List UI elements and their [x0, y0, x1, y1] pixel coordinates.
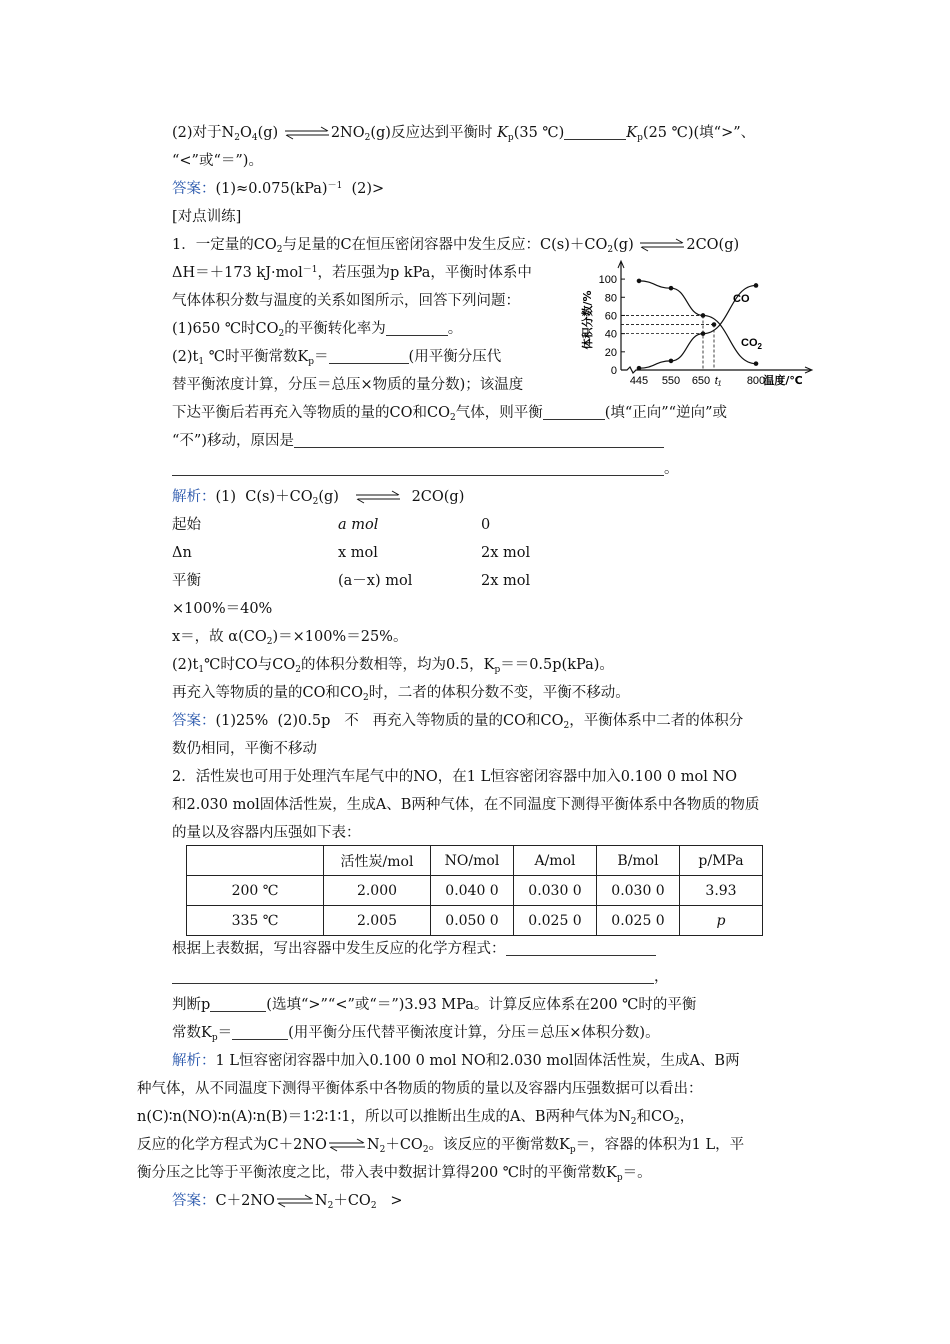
sol2-line1: 解析：1 L恒容密闭容器中加入0.100 0 mol NO和2.030 mol固体活性炭，生成A、B两 — [172, 1053, 740, 1069]
series-label-co: CO — [733, 293, 750, 305]
p1-line1: 1．一定量的$CO_2$与足量的C在恒压密闭容器中发生反应：$C(s)+CO_2(g)$ 2CO(g) — [172, 237, 740, 255]
equilibrium-arrow-icon — [283, 126, 331, 140]
sol1-row-change-co: 2x mol — [481, 545, 531, 561]
p1-line2: ΔH＝＋173 kJ·mol$^{-1}$，若压强为p kPa，平衡时体系中 — [172, 265, 532, 281]
sol2-line5: 衡分压之比等于平衡浓度之比，带入表中数据计算得200 ℃时的平衡常数$K_p=$。 — [137, 1165, 652, 1183]
p1-line5: $(2)t_1$ ℃时平衡常数$K_p=$ (用平衡分压代 — [172, 349, 502, 367]
sol1-row-change-co2: x mol — [338, 545, 378, 561]
sol2-line2: 种气体，从不同温度下测得平衡体系中各物质的物质的量以及容器内压强数据可以看出： — [137, 1081, 703, 1097]
section-title: [对点训练] — [172, 209, 242, 225]
table-header-cell: 活性炭/mol — [324, 846, 431, 876]
equilibrium-arrow-icon — [275, 1194, 315, 1208]
p2-line1: 2．活性炭也可用于处理汽车尾气中的NO，在1 L恒容密闭容器中加入0.100 0 mol NO — [172, 769, 738, 785]
sol1-row-eq: 平衡 — [172, 573, 201, 589]
table-header-row — [187, 846, 763, 876]
subscript: 2 — [757, 342, 762, 351]
answer-1: 答案：(1)≈0.075(kPa)$^{-1}$ (2)> — [172, 181, 385, 197]
sol1-line6: x＝，故 $\alpha(CO_2)=\times 100\%=25\%$。 — [172, 629, 408, 647]
answer-blank[interactable] — [329, 349, 409, 364]
prev-q2-line2: “<”或“＝”)。 — [172, 153, 263, 169]
data-point — [637, 279, 642, 284]
sol1-row-start: 起始 — [172, 517, 201, 533]
table-header-cell: NO/mol — [431, 846, 514, 876]
table-header-cell: A/mol — [514, 846, 597, 876]
equilibrium-arrow-icon — [638, 238, 686, 252]
sol1-row-eq-co2: (a－x) mol — [338, 573, 413, 589]
table-header-cell — [187, 846, 324, 876]
sol1-row-change: Δn — [172, 545, 192, 561]
equilibrium-arrow-icon — [327, 1138, 367, 1152]
answer-blank[interactable] — [294, 433, 664, 448]
data-point — [637, 366, 642, 371]
x-tick-label: 650 — [691, 375, 711, 387]
answer-blank[interactable] — [564, 125, 626, 140]
equilibrium-arrow-icon — [354, 490, 402, 504]
table-row: 200 ℃ 2.000 0.040 0 0.030 0 0.030 0 3.93 — [187, 876, 763, 906]
p1-line6: 替平衡浓度计算，分压＝总压×物质的量分数)；该温度 — [172, 377, 524, 393]
p2-line4: 根据上表数据，写出容器中发生反应的化学方程式： — [172, 939, 656, 959]
answer-3: 答案：C＋2NO $N_2+CO_2$ > — [172, 1193, 403, 1211]
chart-axes — [580, 261, 812, 387]
series-label-co2: $CO_2$ — [741, 337, 762, 351]
p2-line3: 的量以及容器内压强如下表： — [172, 825, 361, 841]
volume-fraction-chart — [583, 258, 815, 388]
sol1-row-start-co2: a mol — [338, 517, 379, 533]
answer-blank[interactable] — [172, 969, 654, 984]
x-axis-label: 温度/℃ — [763, 374, 803, 387]
y-axis-label: 体积分数/% — [581, 290, 594, 350]
sol1-line1: 解析：(1) $C(s)+CO_2(g)$ 2CO(g) — [172, 489, 465, 507]
sol1-line7: $(2)t_1℃$时CO与$CO_2$的体积分数相等，均为0.5，$K_p==0.5p(kPa)$。 — [172, 657, 614, 675]
p2-line5: ， — [172, 967, 669, 987]
table-row: 335 ℃ 2.005 0.050 0 0.025 0 0.025 0 p — [187, 906, 763, 936]
chart-marks — [621, 279, 763, 371]
data-point — [669, 359, 674, 364]
data-point — [701, 313, 706, 318]
p2-line6: 判断p (选填“>”“<”或“＝”)3.93 MPa。计算反应体系在200 ℃时的平衡 — [172, 997, 697, 1013]
answer-blank[interactable] — [506, 941, 656, 956]
sol2-line4: 反应的化学方程式为C＋2NO $N_2+CO_2$。该反应的平衡常数$K_p=$，容器的体积为1 L，平 — [137, 1137, 745, 1155]
answer-blank[interactable] — [210, 997, 266, 1012]
answer-blank[interactable] — [232, 1025, 288, 1040]
sol1-line8: 再充入等物质的量的CO和$CO_2$时，二者的体积分数不变，平衡不移动。 — [172, 685, 630, 703]
y-tick-label: 80 — [604, 292, 617, 305]
y-tick-label: 0 — [610, 365, 617, 377]
data-point — [701, 331, 706, 336]
table-header-cell: p/MPa — [680, 846, 763, 876]
sol1-row-eq-co: 2x mol — [481, 573, 531, 589]
p2-line7: 常数$K_p=$ (用平衡分压代替平衡浓度计算，分压＝总压×体积分数)。 — [172, 1025, 660, 1043]
data-point — [669, 286, 674, 291]
x-axis — [621, 367, 811, 373]
x-tick-label: t₁ — [714, 375, 722, 387]
p1-line8: “不”)移动，原因是 — [172, 431, 664, 451]
y-tick-label: 20 — [604, 346, 617, 359]
answer-blank[interactable] — [386, 321, 448, 336]
answer-2: 答案：(1)25% (2)0.5p 不 再充入等物质的量的CO和$CO_2$，平衡体系中二者的体积分 — [172, 713, 744, 731]
x-tick-label: 445 — [629, 375, 649, 387]
prev-q2-line1: (2)对于$N_2O_4(g)$ $2NO_2(g)$反应达到平衡时 $K_p(35$ ℃) $K_p(25$ ℃)(填“>”、 — [172, 125, 756, 143]
y-tick-label: 100 — [598, 274, 617, 287]
x-tick-label: 550 — [661, 375, 681, 387]
sol1-row-start-co: 0 — [481, 517, 491, 533]
intersection-point — [712, 322, 717, 327]
data-point — [754, 361, 759, 366]
sol2-line3: n(C)∶n(NO)∶n(A)∶n(B)＝1∶2∶1∶1，所以可以推断出生成的A、B两种气体为$N_2$和$CO_2$， — [137, 1109, 695, 1127]
p1-line3: 气体体积分数与温度的关系如图所示，回答下列问题： — [172, 293, 520, 309]
answer-blank[interactable] — [543, 405, 605, 420]
p1-line7: 下达平衡后若再充入等物质的量的CO和$CO_2$气体，则平衡 (填“正向”“逆向”或 — [172, 405, 728, 423]
x-tick-label: 800 — [746, 375, 766, 387]
sol1-line5: ×100%＝40% — [172, 601, 273, 617]
y-tick-label: 40 — [604, 328, 617, 341]
y-tick-label: 60 — [604, 310, 617, 323]
answer-blank[interactable] — [172, 461, 664, 476]
p2-line2: 和2.030 mol固体活性炭，生成A、B两种气体，在不同温度下测得平衡体系中各物质的物质 — [172, 797, 760, 813]
answer-2-line2: 数仍相同，平衡不移动 — [172, 741, 317, 757]
p1-line4: (1)650 ℃时$CO_2$的平衡转化率为 。 — [172, 321, 463, 339]
p1-line9: 。 — [172, 459, 679, 479]
data-table — [186, 845, 763, 936]
table-header-cell: B/mol — [597, 846, 680, 876]
data-point — [754, 283, 759, 288]
